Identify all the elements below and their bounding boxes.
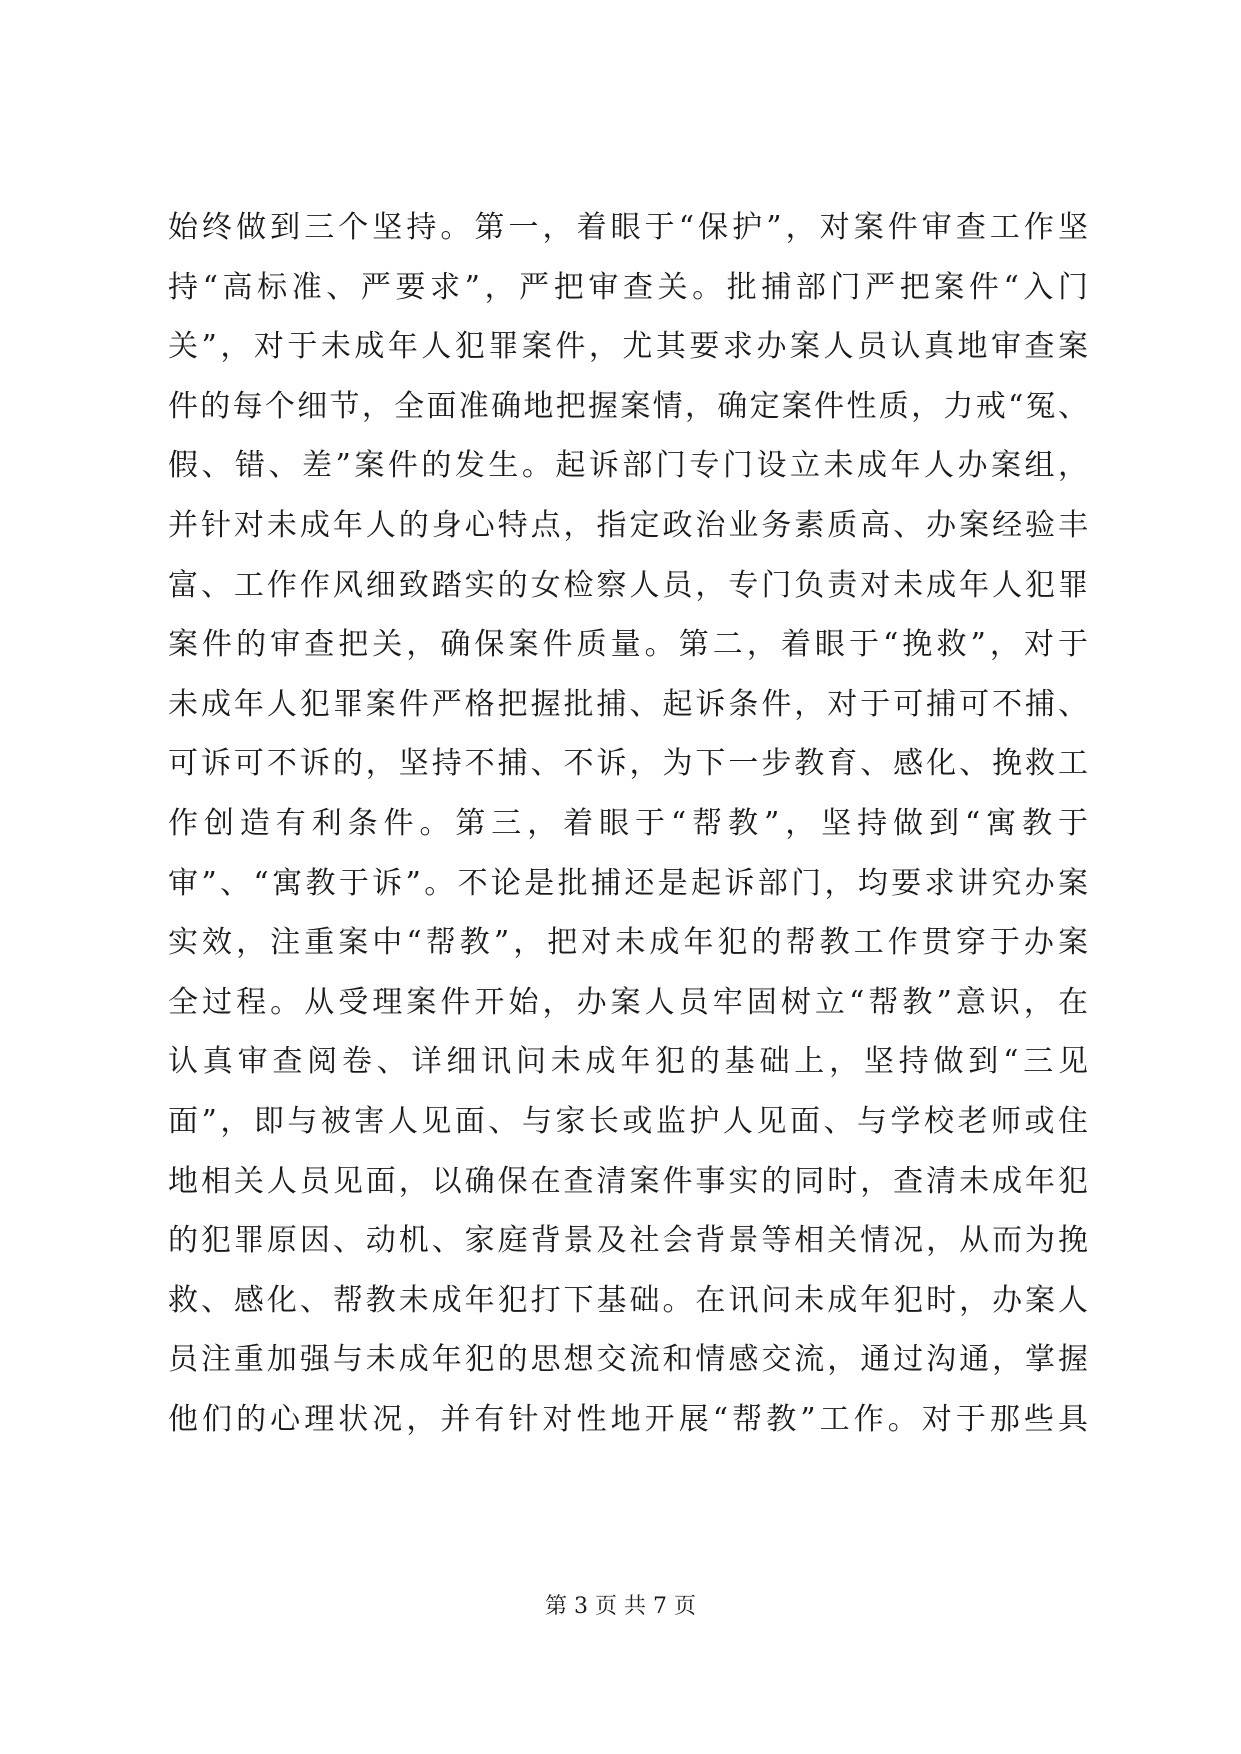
page-number-footer: 第 3 页 共 7 页: [545, 1594, 696, 1619]
text-line: 案件的审查把关，确保案件质量。第二，着眼于“挽救”，对于: [168, 627, 1088, 663]
text-line: 员注重加强与未成年犯的思想交流和情感交流，通过沟通，掌握: [168, 1342, 1088, 1378]
text-line: 全过程。从受理案件开始，办案人员牢固树立“帮教”意识，在: [168, 984, 1088, 1020]
text-line: 假、错、差”案件的发生。起诉部门专门设立未成年人办案组，: [168, 448, 1088, 484]
text-line: 持“高标准、严要求”，严把审查关。批捕部门严把案件“入门: [168, 269, 1088, 305]
text-line: 他们的心理状况，并有针对性地开展“帮教”工作。对于那些具: [168, 1401, 1088, 1437]
text-line: 关”，对于未成年人犯罪案件，尤其要求办案人员认真地审查案: [168, 329, 1088, 365]
text-line: 面”，即与被害人见面、与家长或监护人见面、与学校老师或住: [168, 1103, 1088, 1139]
text-line: 救、感化、帮教未成年犯打下基础。在讯问未成年犯时，办案人: [168, 1282, 1088, 1318]
text-line: 可诉可不诉的，坚持不捕、不诉，为下一步教育、感化、挽救工: [168, 746, 1088, 782]
text-line: 认真审查阅卷、详细讯问未成年犯的基础上，坚持做到“三见: [168, 1044, 1088, 1080]
text-line: 始终做到三个坚持。第一，着眼于“保护”，对案件审查工作坚: [168, 210, 1088, 245]
body-text: [168, 198, 1088, 1449]
text-line: 富、工作作风细致踏实的女检察人员，专门负责对未成年人犯罪: [168, 567, 1088, 603]
text-line: 并针对未成年人的身心特点，指定政治业务素质高、办案经验丰: [168, 507, 1088, 543]
text-line: 件的每个细节，全面准确地把握案情，确定案件性质，力戒“冤、: [168, 388, 1088, 424]
text-line: 审”、“寓教于诉”。不论是批捕还是起诉部门，均要求讲究办案: [168, 865, 1088, 901]
text-line: 实效，注重案中“帮教”，把对未成年犯的帮教工作贯穿于办案: [168, 925, 1088, 961]
text-line: 地相关人员见面，以确保在查清案件事实的同时，查清未成年犯: [168, 1163, 1088, 1199]
text-line: 作创造有利条件。第三，着眼于“帮教”，坚持做到“寓教于: [168, 805, 1088, 841]
text-line: 未成年人犯罪案件严格把握批捕、起诉条件，对于可捕可不捕、: [168, 686, 1088, 722]
text-line: 的犯罪原因、动机、家庭背景及社会背景等相关情况，从而为挽: [168, 1223, 1088, 1259]
